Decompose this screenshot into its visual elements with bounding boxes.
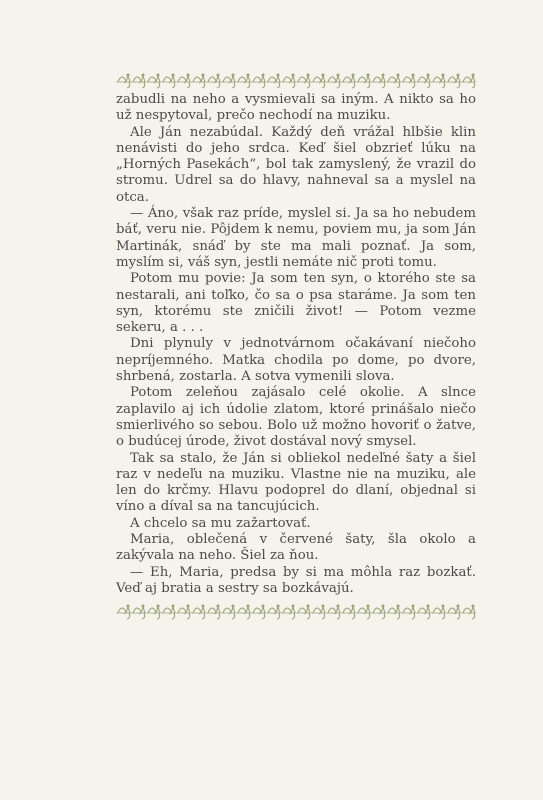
paragraph-8: A chcelo sa mu zažartovať. [130,515,311,531]
paragraph-6: Potom zeleňou zajásalo celé okolie. A slnce zaplavilo aj ich údolie zlatom, ktoré prinášalo niečo smierlivého so sebou. Bolo už možno hovoriť o žatve, o budúcej úrode, život dostával nový smysel. [116,385,476,450]
ornament-dot [172,605,174,607]
paragraph-2: Ale Ján nezabúdal. Každý deň vrážal hlbšie klin nenávisti do jeho srdca. Keď šiel obzrieť lúku na „Horných Pasekách“, bol tak zamyslený, že vrazil do stromu. Udrel sa do hlavy, nahneval sa a myslel na otca. [116,124,476,205]
ornament-dot [397,74,399,76]
text-block [116,92,476,597]
ornament-dot [442,605,444,607]
ornament-dot [307,74,309,76]
ornament-dot [277,605,279,607]
ornament-dot [217,74,219,76]
ornament-dot [442,74,444,76]
ornament-dot [382,605,384,607]
ornament-dot [187,605,189,607]
ornament-dot [277,74,279,76]
ornament-dot [202,605,204,607]
ornament-dot [232,605,234,607]
ornament-dot [367,74,369,76]
ornament-dot [217,605,219,607]
ornament-dot [172,74,174,76]
ornament-dot [472,74,474,76]
ornament-dot [262,74,264,76]
ornament-dot [337,74,339,76]
ornament-border-bottom [116,601,476,621]
ornament-dot [427,605,429,607]
ornament-dot [322,605,324,607]
ornament-dot [367,605,369,607]
ornament-dot [352,605,354,607]
ornament-dot [292,605,294,607]
ornament-dot [202,74,204,76]
ornament-dot [412,605,414,607]
ornament-dot [337,605,339,607]
ornament-dot [412,74,414,76]
ornament-dot [382,74,384,76]
paragraph-10: — Eh, Maria, predsa by si ma môhla raz bozkať. Veď aj bratia a sestry sa bozkávajú. [116,564,476,596]
ornament-dot [157,74,159,76]
ornament-dot [247,605,249,607]
ornament-dot [127,605,129,607]
ornament-dot [292,74,294,76]
ornament-dot [352,74,354,76]
paragraph-9: Maria, oblečená v červené šaty, šla okolo a zakývala na neho. Šiel za ňou. [116,532,476,564]
ornament-dot [232,74,234,76]
ornament-dot [427,74,429,76]
ornament-dot [157,605,159,607]
ornament-dot [262,605,264,607]
book-page [116,70,476,621]
ornament-dot [127,74,129,76]
ornament-dot [307,605,309,607]
paragraph-7: Tak sa stalo, že Ján si obliekol nedeľné šaty a šiel raz v nedeľu na muziku. Vlastne nie na muziku, ale len do krčmy. Hlavu podoprel do dlaní, objednal si víno a díval sa na tancujúcich. [116,450,476,515]
ornament-dot [142,74,144,76]
ornament-dot [322,74,324,76]
ornament-dot [397,605,399,607]
paragraph-5: Dni plynuly v jednotvárnom očakávaní niečoho nepríjemného. Matka chodila po dome, po dvore, shrbená, zostarla. A sotva vymenili slova. [116,336,476,385]
paragraph-1: zabudli na neho a vysmievali sa iným. A nikto sa ho už nespytoval, prečo nechodí na muziku. [116,92,476,124]
ornament-dot [457,605,459,607]
ornament-dot [142,605,144,607]
ornament-dot [472,605,474,607]
ornament-border-top [116,70,476,90]
ornament-dot [187,74,189,76]
ornament-dot [457,74,459,76]
paragraph-3: — Áno, však raz príde, myslel si. Ja sa ho nebudem báť, veru nie. Pôjdem k nemu, poviem mu, ja som Ján Martinák, snáď by ste ma mali poznať. Ja som, myslím si, váš syn, jestli nemáte nič proti tomu. [116,206,476,270]
paragraph-4: Potom mu povie: Ja som ten syn, o ktorého ste sa nestarali, ani toľko, čo sa o psa staráme. Ja som ten syn, ktorému ste zničili život! — Potom vezme sekeru, a . . . [116,271,476,336]
ornament-dot [247,74,249,76]
